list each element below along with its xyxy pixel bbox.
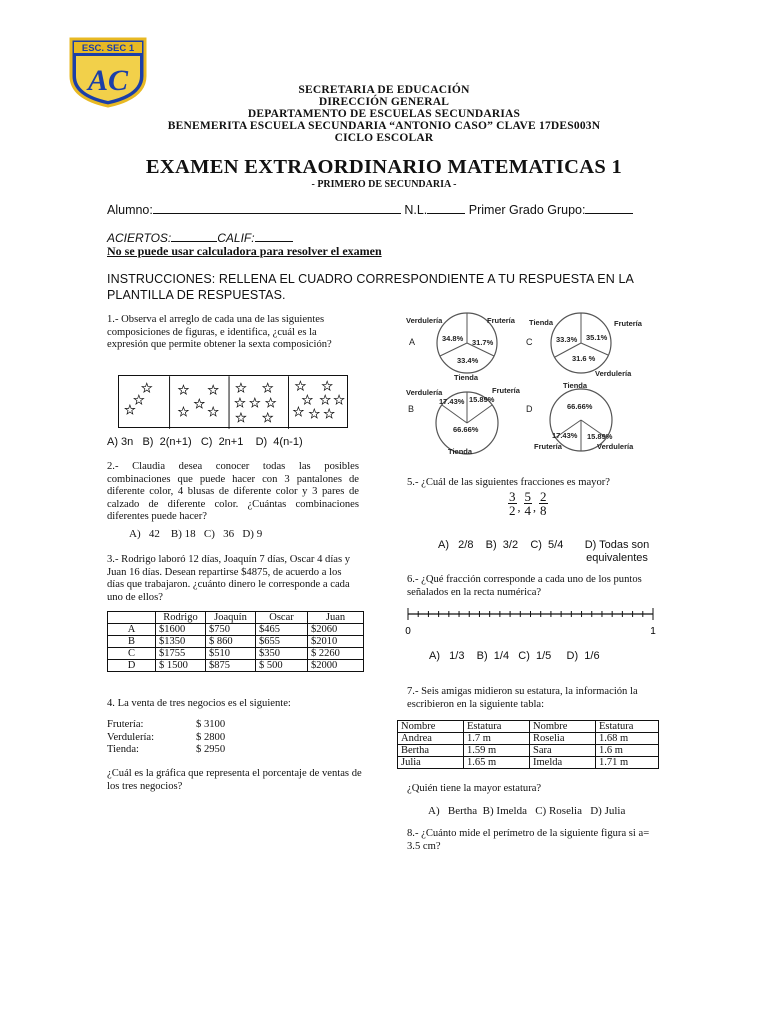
q3-table-header bbox=[108, 612, 364, 624]
pie-d-label-tienda: Tienda bbox=[563, 381, 588, 390]
q4-pie-charts bbox=[395, 308, 665, 460]
star-icon bbox=[208, 407, 218, 416]
student-info-line bbox=[107, 203, 633, 217]
star-icon bbox=[266, 398, 276, 407]
table-row: C $1755 $510 $350 $ 2260 bbox=[108, 648, 364, 660]
q4-item-value: $ 2800 bbox=[196, 731, 226, 743]
pie-a-value-fruteria: 31.7% bbox=[472, 338, 494, 347]
pie-c-label-fruteria: Frutería bbox=[614, 319, 642, 328]
q4-question: ¿Cuál es la gráfica que representa el porcentaje de ventas de los tres negocios? bbox=[107, 768, 362, 792]
q2-options: A) 42 B) 18 C) 36 D) 9 bbox=[129, 528, 263, 540]
header-ciclo: CICLO ESCOLAR bbox=[334, 132, 434, 144]
star-icon bbox=[179, 407, 189, 416]
score-line bbox=[107, 231, 293, 245]
q5-fraction: $\frac{5}{4}$ bbox=[524, 489, 531, 518]
star-icon bbox=[236, 413, 246, 422]
star-icon bbox=[236, 383, 246, 392]
q4-item-value: $ 2950 bbox=[196, 744, 226, 755]
header-direccion: DIRECCIÓN GENERAL bbox=[318, 96, 450, 108]
pie-a-value-tienda: 33.4% bbox=[457, 356, 479, 365]
number-line-start: 0 bbox=[405, 626, 411, 637]
star-icon bbox=[263, 413, 273, 422]
pie-a-letter: A bbox=[409, 337, 416, 347]
q3-table bbox=[107, 611, 364, 672]
q1-text: 1.- Observa el arreglo de cada una de las siguientes composiciones de figuras, e identifica, ¿cuál es la expresión que permite obtener la sexta composición? bbox=[107, 314, 332, 350]
pie-b-label-tienda: Tienda bbox=[448, 447, 473, 456]
exam-subtitle: - PRIMERO DE SECUNDARIA - bbox=[311, 179, 457, 190]
q3-header-cell: Rodrigo bbox=[156, 612, 206, 624]
calif-label: CALIF: bbox=[217, 231, 255, 245]
star-icon bbox=[263, 383, 273, 392]
q3-header-cell bbox=[108, 612, 156, 624]
star-icon bbox=[179, 385, 189, 394]
header-secretaria: SECRETARIA DE EDUCACIÓN bbox=[298, 84, 470, 96]
table-row: B $1350 $ 860 $655 $2010 bbox=[108, 636, 364, 648]
instructions: INSTRUCCIONES: RELLENA EL CUADRO CORRESPONDIENTE A TU RESPUESTA EN LA PLANTILLA DE RESPUESTAS. bbox=[107, 272, 634, 302]
grado-label: Primer Grado Grupo: bbox=[468, 203, 586, 217]
header-departamento: DEPARTAMENTO DE ESCUELAS SECUNDARIAS bbox=[247, 108, 521, 120]
nl-label: N.L. bbox=[404, 203, 428, 217]
pie-b-value-fruteria: 15.89% bbox=[469, 395, 495, 404]
pie-d-value-fruteria: 17.43% bbox=[552, 431, 578, 440]
star-icon bbox=[250, 398, 260, 407]
table-row: A $1600 $750 $465 $2060 bbox=[108, 624, 364, 636]
q3-header-cell: Oscar bbox=[256, 612, 308, 624]
q7-options: A) Bertha B) Imelda C) Roselia D) Julia bbox=[428, 805, 626, 817]
star-icon bbox=[208, 385, 218, 394]
pie-c-letter: C bbox=[526, 337, 533, 347]
alumno-field[interactable] bbox=[153, 203, 401, 214]
q1-options: A) 3n B) 2(n+1) C) 2n+1 D) 4(n-1) bbox=[107, 436, 303, 448]
nl-field[interactable] bbox=[427, 203, 465, 214]
star-icon bbox=[310, 409, 320, 418]
star-icon bbox=[322, 381, 332, 390]
q4-item-label: Frutería: bbox=[107, 719, 144, 730]
pie-d-letter: D bbox=[526, 404, 533, 414]
aciertos-field[interactable] bbox=[171, 231, 217, 242]
header-escuela: BENEMERITA ESCUELA SECUNDARIA “ANTONIO CASO” CLAVE 17DES003N bbox=[167, 120, 601, 132]
pie-d-value-tienda: 66.66% bbox=[567, 402, 593, 411]
q1-stars bbox=[119, 376, 347, 429]
q7-text: 7.- Seis amigas midieron su estatura, la información la escribieron en la siguiente tabla: bbox=[407, 686, 638, 710]
q4-item-value: $ 3100 bbox=[196, 719, 226, 730]
q5-text: 5.- ¿Cuál de las siguientes fracciones es mayor? bbox=[407, 477, 610, 488]
star-icon bbox=[303, 395, 313, 404]
q7-table bbox=[397, 720, 659, 769]
star-icon bbox=[195, 399, 205, 408]
q3-text: 3.- Rodrigo laboró 12 días, Joaquín 7 días, Oscar 4 días y Juan 16 días. Desean repartirse $4875, de acuerdo a los días que trabajaron. ¿cuánto dinero le corresponde a cada uno de ellos? bbox=[107, 554, 351, 603]
table-row: Bertha 1.59 m Sara 1.6 m bbox=[398, 745, 659, 757]
q1-star-sequence bbox=[118, 375, 348, 428]
grupo-field[interactable] bbox=[585, 203, 633, 214]
logo-monogram: AC bbox=[87, 64, 129, 97]
pie-d-label-verduleria: Verdulería bbox=[597, 442, 634, 451]
pie-c-value-tienda: 33.3% bbox=[556, 335, 578, 344]
number-line-end: 1 bbox=[650, 626, 656, 637]
alumno-label: Alumno: bbox=[107, 203, 153, 217]
q8-text: 8.- ¿Cuánto mide el perímetro de la siguiente figura si a= 3.5 cm? bbox=[407, 828, 650, 852]
star-icon bbox=[324, 409, 334, 418]
pie-b-label-verduleria: Verdulería bbox=[406, 388, 443, 397]
pie-b-label-fruteria: Frutería bbox=[492, 386, 520, 395]
aciertos-label: ACIERTOS: bbox=[107, 231, 172, 245]
pie-d-label-fruteria: Frutería bbox=[534, 442, 562, 451]
pie-a-label-tienda: Tienda bbox=[454, 373, 479, 382]
table-row: Julia 1.65 m Imelda 1.71 m bbox=[398, 757, 659, 769]
pie-d-value-verduleria: 15.89% bbox=[587, 432, 613, 441]
calif-field[interactable] bbox=[255, 231, 293, 242]
pie-c-value-verduleria: 31.6 % bbox=[572, 354, 596, 363]
q4-sales-list bbox=[107, 719, 307, 757]
q6-text: 6.- ¿Qué fracción corresponde a cada uno de los puntos señalados en la recta numérica? bbox=[407, 574, 642, 598]
q5-options: A) 2/8 B) 3/2 C) 5/4 bbox=[438, 539, 564, 551]
q4-item-label: Tienda: bbox=[107, 744, 139, 755]
q5-option-d: D) Todas son equivalentes bbox=[584, 539, 650, 564]
pie-c-label-tienda: Tienda bbox=[529, 318, 554, 327]
pie-c-label-verduleria: Verdulería bbox=[595, 369, 632, 378]
pie-c-value-fruteria: 35.1% bbox=[586, 333, 608, 342]
star-icon bbox=[334, 395, 344, 404]
q5-fraction: $\frac{3}{2}$ bbox=[509, 489, 516, 518]
star-icon bbox=[320, 395, 330, 404]
star-icon bbox=[134, 395, 144, 404]
logo-badge-text: ESC. SEC 1 bbox=[81, 43, 135, 54]
q6-number-line bbox=[403, 604, 663, 640]
q7-question: ¿Quién tiene la mayor estatura? bbox=[407, 783, 542, 794]
no-calculator-notice: No se puede usar calculadora para resolver el examen bbox=[107, 244, 382, 258]
star-icon bbox=[125, 405, 135, 414]
pie-a-value-verduleria: 34.8% bbox=[442, 334, 464, 343]
exam-title: EXAMEN EXTRAORDINARIO MATEMATICAS 1 bbox=[145, 156, 623, 178]
q4-text: 4. La venta de tres negocios es el siguiente: bbox=[107, 698, 291, 709]
star-icon bbox=[296, 381, 306, 390]
q5-fractions: $\frac{3}{2}$ , $\frac{5}{4}$ , $\frac{2}{8}$ bbox=[509, 489, 547, 518]
pie-a-label-verduleria: Verdulería bbox=[406, 316, 443, 325]
q6-options: A) 1/3 B) 1/4 C) 1/5 D) 1/6 bbox=[429, 650, 600, 662]
q3-header-cell: Juan bbox=[308, 612, 364, 624]
pie-b-value-verduleria: 17.43% bbox=[439, 397, 465, 406]
table-row: Andrea 1.7 m Roselia 1.68 m bbox=[398, 733, 659, 745]
q7-table-header: Nombre Estatura Nombre Estatura bbox=[398, 721, 659, 733]
pie-a-label-fruteria: Frutería bbox=[487, 316, 515, 325]
q3-header-cell: Joaquín bbox=[206, 612, 256, 624]
pie-b-value-tienda: 66.66% bbox=[453, 425, 479, 434]
star-icon bbox=[142, 383, 152, 392]
star-icon bbox=[235, 398, 245, 407]
q2-text: 2.- Claudia desea conocer todas las posibles combinaciones que puede hacer con 3 pantalones de diferente color, 4 blusas de diferente color y 3 pares de calzado de diferente color. ¿Cuántas combinaciones diferentes puede hacer? bbox=[107, 461, 359, 522]
star-icon bbox=[294, 407, 304, 416]
q4-item-label: Verdulería: bbox=[107, 731, 155, 743]
table-row: D $ 1500 $875 $ 500 $2000 bbox=[108, 660, 364, 672]
q5-fraction: $\frac{2}{8}$ bbox=[540, 489, 547, 518]
pie-b-letter: B bbox=[408, 404, 415, 414]
